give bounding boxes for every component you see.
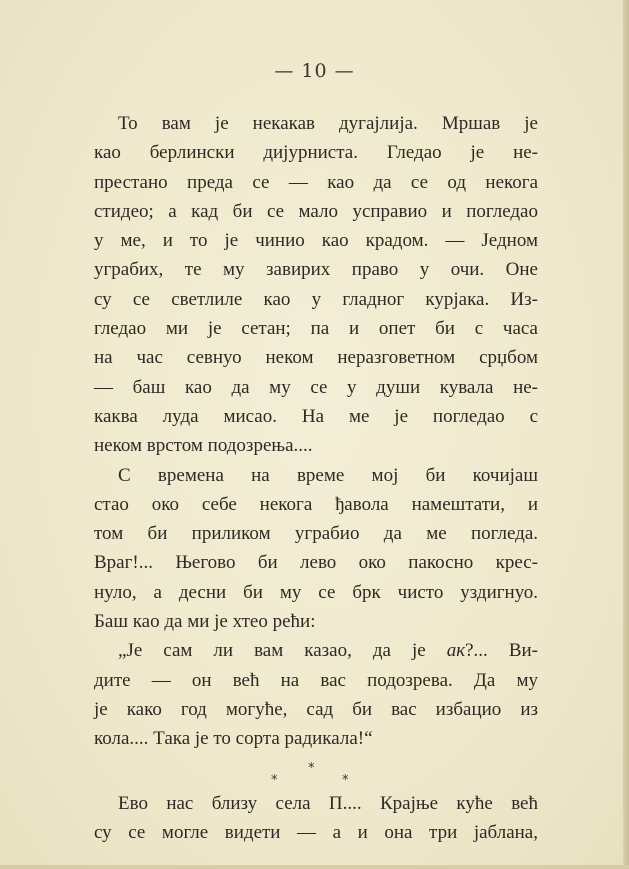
text-line: су се могле видети — а и она три јаблана,	[94, 822, 538, 844]
text-line: на час севнуо неком неразговетном срџбом	[94, 347, 538, 369]
text-line: уграбих, те му завирих право у очи. Оне	[94, 259, 538, 281]
text-line: нуло, а десни би му се брк чисто уздигнуо.	[94, 581, 538, 603]
page-edge-bottom	[0, 865, 629, 869]
text-line: гледао ми је сетан; па и опет би с часа	[94, 318, 538, 340]
text-line: у ме, и то је чинио као крадом. — Једном	[94, 230, 538, 252]
text-line: То вам је некакав дугајлија. Мршав је	[118, 113, 538, 134]
text-line: кола.... Така је то сорта радикала!“	[94, 728, 373, 750]
text-line: дите — он већ на вас подозрева. Да му	[94, 669, 538, 691]
quote-start-text: „Је сам ли вам казао, да је	[118, 640, 447, 662]
text-line: — баш као да му се у души кувала не-	[94, 376, 538, 398]
text-line	[94, 636, 538, 665]
text-line: је како год могуће, сад би вас избацио из	[94, 698, 538, 720]
page-number: — 10 —	[274, 60, 355, 82]
asterisk-left: *	[271, 772, 278, 788]
text-line: том би приликом уграбио да ме погледа.	[94, 523, 538, 545]
text-line: Враг!... Његово би лево око пакосно крес-	[94, 552, 538, 574]
italic-word: ак	[446, 640, 466, 662]
body-text	[94, 109, 538, 847]
text-line: престано преда се — као да се од некога	[94, 171, 538, 193]
text-line: С времена на време мој би кочијаш	[118, 464, 538, 486]
text-line: стао око себе некога ђавола намештати, и	[94, 493, 538, 515]
paragraph-3	[94, 636, 538, 753]
text-line: су се светлиле као у гладног курјака. Из-	[94, 288, 538, 310]
text-line: Ево нас близу села П.... Крајње куће већ	[118, 792, 538, 814]
asterisk-top: *	[308, 760, 315, 776]
paragraph-2	[94, 461, 538, 637]
paragraph-1	[94, 109, 538, 461]
paragraph-4	[94, 789, 538, 848]
text-line: Баш као да ми је хтео рећи:	[94, 611, 316, 633]
text-line: као берлински дијурниста. Гледао је не-	[94, 142, 538, 164]
text-line: стидео; а кад би се мало усправио и погледао	[94, 200, 538, 222]
asterisk-right: *	[342, 772, 349, 788]
section-break-asterism	[94, 754, 538, 788]
quote-line-end-text: ?... Ви-	[465, 640, 538, 662]
text-line: каква луда мисао. На ме је погледао с	[94, 405, 538, 427]
page-edge-right	[623, 0, 629, 869]
text-line: неком врстом подозрења....	[94, 435, 313, 457]
